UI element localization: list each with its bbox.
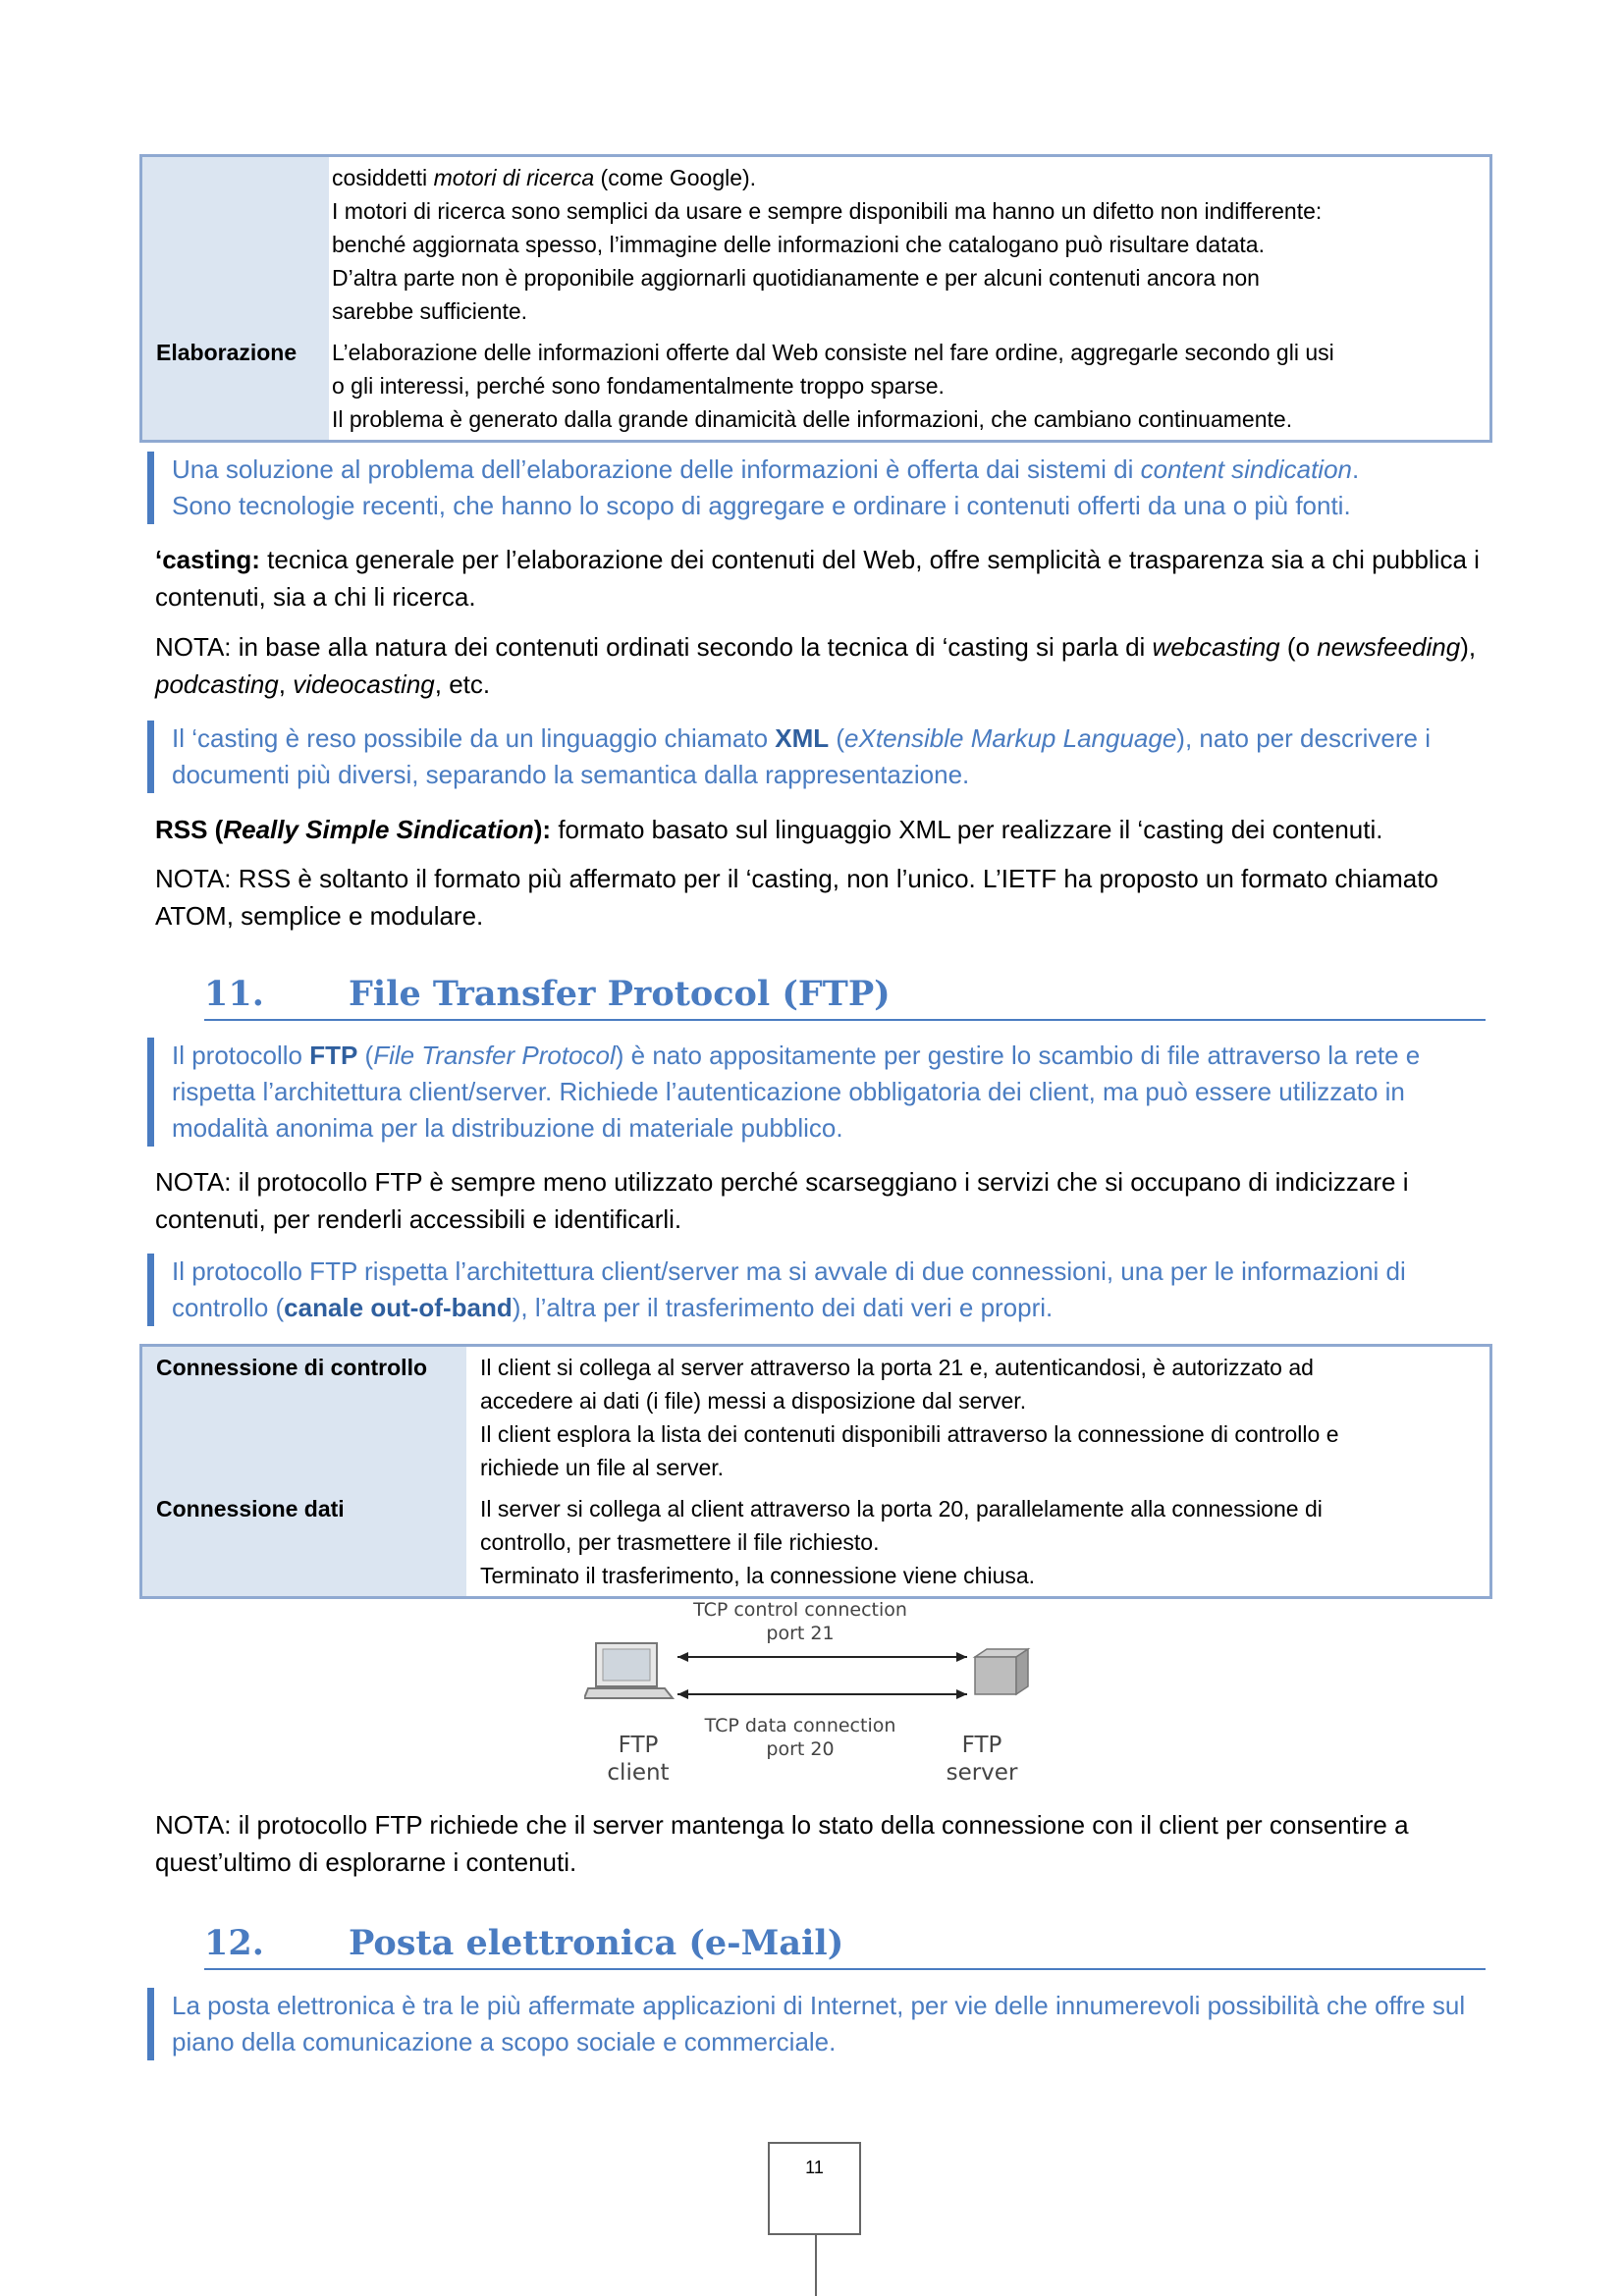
- text-line: L’elaborazione delle informazioni offerte dal Web consiste nel fare ordine, aggregarle secondo gli usi: [332, 340, 1334, 365]
- text: NOTA: RSS è soltanto il formato più affermato per il ‘casting, non l’unico. L’IETF ha proposto un formato chiamato ATOM, semplice e modulare.: [155, 864, 1438, 931]
- text: TCP data connection: [704, 1715, 896, 1736]
- text-italic: newsfeeding: [1317, 632, 1461, 662]
- text-line: Il client si collega al server attraverso la porta 21 e, autenticandosi, è autorizzato ad: [480, 1355, 1314, 1380]
- text: TCP control connection: [693, 1599, 907, 1621]
- text: ),: [1460, 632, 1477, 662]
- note-ftp-state: [155, 1806, 1490, 1881]
- term: ):: [533, 815, 552, 844]
- text: cosiddetti: [332, 165, 434, 190]
- text: ) è nato appositamente per gestire lo scambio di file attraverso la rete e rispetta l’architettura client/server. Richiede l’autenticazione obbligatoria dei client, ma può essere utilizzato in modalità anonima per la distribuzione di materiale pubblico.: [172, 1041, 1421, 1143]
- row-label-dati: Connessione dati: [142, 1488, 466, 1596]
- text-italic: content sindication: [1140, 454, 1353, 484]
- text: server: [946, 1760, 1018, 1786]
- section-title: File Transfer Protocol (FTP): [349, 974, 891, 1014]
- text: (: [357, 1041, 374, 1070]
- table-row: [142, 1488, 1489, 1596]
- section-heading-email: [204, 1919, 1486, 1970]
- text-bold: canale out-of-band: [284, 1293, 513, 1322]
- section-title: Posta elettronica (e-Mail): [349, 1923, 844, 1963]
- table-ftp-connections: [139, 1344, 1492, 1599]
- text-line: sarebbe sufficiente.: [332, 298, 528, 324]
- text-bold: FTP: [309, 1041, 358, 1070]
- data-connection-label: [692, 1714, 908, 1761]
- definition-casting: [155, 541, 1490, 615]
- table-row: [142, 157, 1489, 332]
- row-value-search-engines: [329, 157, 1489, 332]
- row-label-elaborazione: Elaborazione: [142, 332, 329, 440]
- text-line: controllo, per trasmettere il file richiesto.: [480, 1529, 880, 1555]
- text: formato basato sul linguaggio XML per realizzare il ‘casting dei contenuti.: [551, 815, 1383, 844]
- callout-xml: [147, 721, 1502, 793]
- term: ‘casting:: [155, 545, 260, 574]
- text-bold: XML: [775, 723, 830, 753]
- term: RSS (: [155, 815, 224, 844]
- text-line: accedere ai dati (i file) messi a disposizione dal server.: [480, 1388, 1027, 1414]
- row-value-elaborazione: [329, 332, 1489, 440]
- row-label-controllo: Connessione di controllo: [142, 1347, 466, 1488]
- text: port 20: [766, 1738, 835, 1760]
- text-italic: podcasting: [155, 669, 279, 699]
- text-line: Il server si collega al client attraverso la porta 20, parallelamente alla connessione di: [480, 1496, 1323, 1522]
- server-icon: [975, 1649, 1028, 1694]
- row-label-empty: [142, 157, 329, 332]
- text-line: Terminato il trasferimento, la connessione viene chiusa.: [480, 1563, 1036, 1588]
- note-casting-types: [155, 628, 1490, 703]
- row-value-dati: [466, 1488, 1489, 1596]
- text-italic: eXtensible Markup Language: [844, 723, 1177, 753]
- text: Sono tecnologie recenti, che hanno lo scopo di aggregare e ordinare i contenuti offerti da una o più fonti.: [172, 491, 1351, 520]
- text: NOTA: il protocollo FTP è sempre meno utilizzato perché scarseggiano i servizi che si occupano di indicizzare i contenuti, per renderli accessibili e identificarli.: [155, 1167, 1409, 1234]
- text: (o: [1279, 632, 1318, 662]
- ftp-diagram: [584, 1598, 1036, 1794]
- laptop-icon: [584, 1643, 673, 1698]
- text: La posta elettronica è tra le più affermate applicazioni di Internet, per vie delle innumerevoli possibilità che offre sul piano della comunicazione a scopo sociale e commerciale.: [172, 1991, 1466, 2056]
- text: Il ‘casting è reso possibile da un linguaggio chiamato: [172, 723, 776, 753]
- control-connection-arrow: [677, 1652, 967, 1662]
- callout-ftp-definition: [147, 1038, 1502, 1147]
- text: client: [607, 1760, 670, 1786]
- text: .: [1352, 454, 1360, 484]
- text-line: o gli interessi, perché sono fondamentalmente troppo sparse.: [332, 373, 945, 399]
- text: NOTA: in base alla natura dei contenuti ordinati secondo la tecnica di ‘casting si parla di: [155, 632, 1153, 662]
- table-row: [142, 1347, 1489, 1488]
- callout-content-sindication: [147, 452, 1502, 524]
- text-line: benché aggiornata spesso, l’immagine delle informazioni che catalogano può risultare datata.: [332, 232, 1265, 257]
- text-italic: motori di ricerca: [433, 165, 595, 190]
- text: FTP: [961, 1733, 1002, 1758]
- text: Una soluzione al problema dell’elaborazione delle informazioni è offerta dai sistemi di: [172, 454, 1141, 484]
- text-line: Il client esplora la lista dei contenuti disponibili attraverso la connessione di controllo e: [480, 1421, 1339, 1447]
- table-search-elaboration: [139, 154, 1492, 443]
- note-ftp-usage: [155, 1163, 1490, 1238]
- connection-arrows: [584, 1637, 1036, 1716]
- callout-email: [147, 1988, 1502, 2060]
- text: ), l’altra per il trasferimento dei dati veri e propri.: [512, 1293, 1054, 1322]
- text-line: I motori di ricerca sono semplici da usare e sempre disponibili ma hanno un difetto non indifferente:: [332, 198, 1323, 224]
- text-line: richiede un file al server.: [480, 1455, 725, 1480]
- section-number: 11.: [204, 974, 264, 1014]
- text: port 21: [766, 1623, 835, 1644]
- ftp-client-label: [584, 1732, 692, 1787]
- text: Il protocollo: [172, 1041, 310, 1070]
- page-number: 11: [768, 2142, 861, 2235]
- text: tecnica generale per l’elaborazione dei contenuti del Web, offre semplicità e trasparenza sia a chi pubblica i contenuti, sia a chi li ricerca.: [155, 545, 1480, 612]
- text-line: D’altra parte non è proponibile aggiornarli quotidianamente e per alcuni contenuti ancora non: [332, 265, 1260, 291]
- data-connection-arrow: [677, 1689, 967, 1699]
- text-italic: videocasting: [293, 669, 435, 699]
- callout-ftp-connections: [147, 1254, 1502, 1326]
- table-row: [142, 332, 1489, 440]
- definition-rss: [155, 811, 1490, 848]
- text-italic: webcasting: [1152, 632, 1280, 662]
- page-number-connector: [815, 2235, 817, 2296]
- ftp-server-label: [928, 1732, 1036, 1787]
- text: (come Google).: [594, 165, 757, 190]
- text: ,: [278, 669, 294, 699]
- note-rss-atom: [155, 860, 1490, 934]
- text: NOTA: il protocollo FTP richiede che il server mantenga lo stato della connessione con il client per consentire a quest’ultimo di esplorarne i contenuti.: [155, 1810, 1409, 1877]
- row-value-controllo: [466, 1347, 1489, 1488]
- text-italic: File Transfer Protocol: [373, 1041, 616, 1070]
- text: ), nato per descrivere i documenti più diversi, separando la semantica dalla rappresentazione.: [172, 723, 1431, 789]
- section-number: 12.: [204, 1923, 264, 1963]
- text-line: Il problema è generato dalla grande dinamicità delle informazioni, che cambiano continuamente.: [332, 406, 1293, 432]
- text: (: [829, 723, 845, 753]
- term-italic: Really Simple Sindication: [223, 815, 534, 844]
- section-heading-ftp: [204, 970, 1486, 1021]
- text: , etc.: [434, 669, 491, 699]
- text: FTP: [618, 1733, 659, 1758]
- text: Il protocollo FTP rispetta l’architettura client/server ma si avvale di due connessioni, una per le informazioni di controllo (: [172, 1256, 1406, 1322]
